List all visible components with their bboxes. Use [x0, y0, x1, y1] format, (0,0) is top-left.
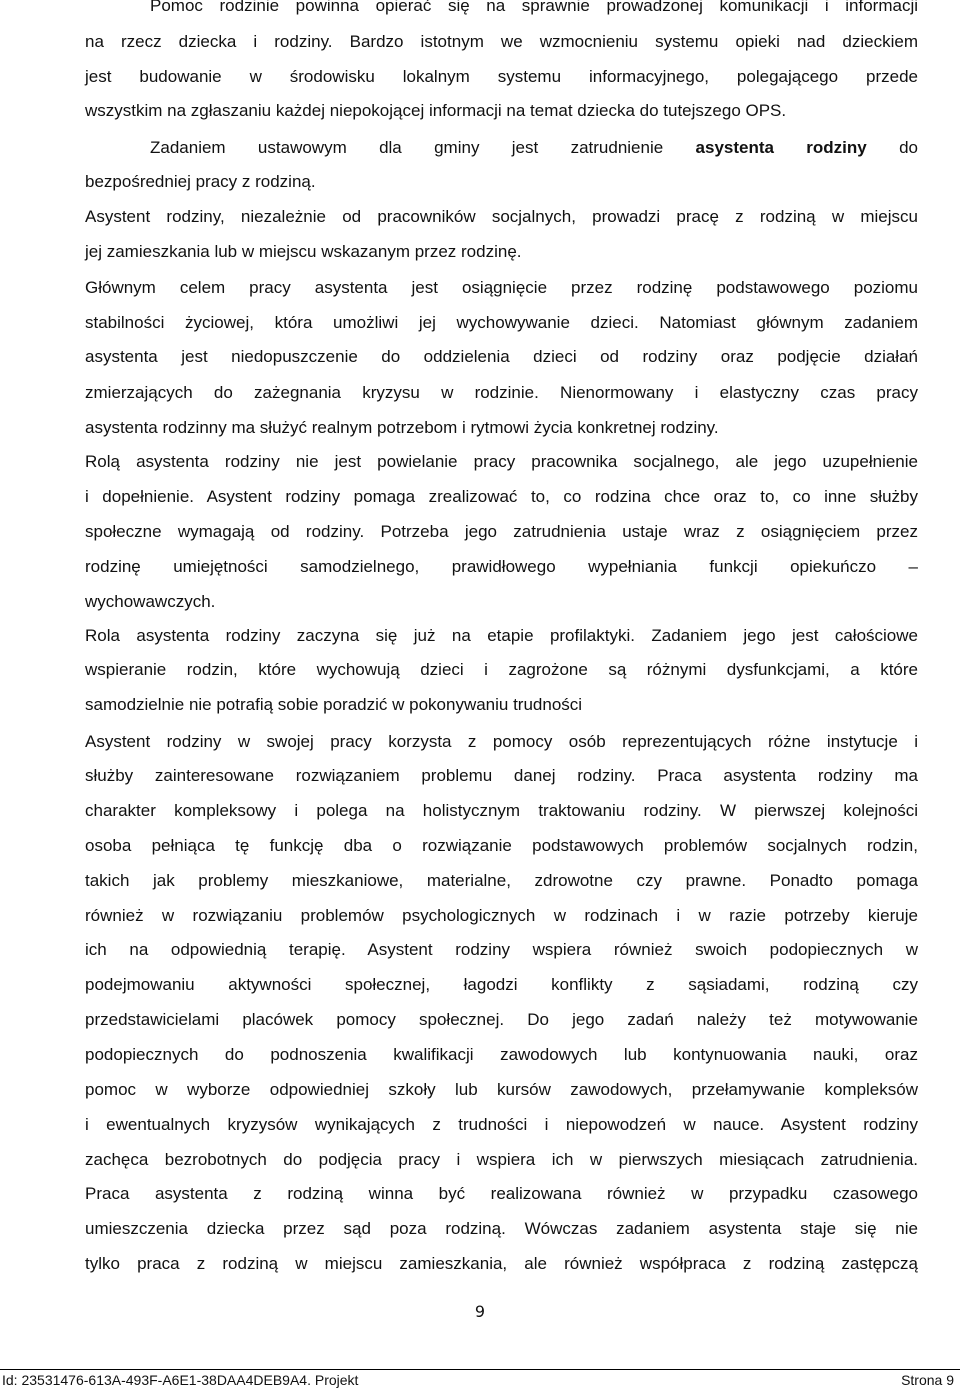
text-segment: do [866, 138, 918, 157]
text-line: służby zainteresowane rozwiązaniem problemu danej rodziny. Praca asystenta rodziny ma [85, 766, 918, 785]
text-segment: Zadaniem ustawowym dla gminy jest zatrudnienie [150, 138, 696, 157]
text-line: również w rozwiązaniu problemów psychologicznych w rodzinach i w razie potrzeby kieruje [85, 906, 918, 925]
footer-page-label: Strona 9 [901, 1372, 954, 1388]
text-line-with-bold [150, 137, 918, 159]
page-number: 9 [474, 1302, 486, 1321]
text-line: asystenta rodzinny ma służyć realnym potrzebom i rytmowi życia konkretnej rodziny. [85, 418, 719, 437]
text-line: podopiecznych do podnoszenia kwalifikacji zawodowych lub kontynuowania nauki, oraz [85, 1045, 918, 1064]
text-line: zachęca bezrobotnych do podjęcia pracy i wspiera ich w pierwszych miesiącach zatrudnienia. [85, 1150, 918, 1169]
text-line: ich na odpowiednią terapię. Asystent rodziny wspiera również swoich podopiecznych w [85, 940, 918, 959]
text-line: charakter kompleksowy i polega na holistycznym traktowaniu rodziny. W pierwszej kolejności [85, 801, 918, 820]
text-line: bezpośredniej pracy z rodziną. [85, 172, 316, 191]
text-line: Rolą asystenta rodziny nie jest powielanie pracy pracownika socjalnego, ale jego uzupełnienie [85, 452, 918, 471]
footer-divider [0, 1369, 960, 1370]
footer-document-id: Id: 23531476-613A-493F-A6E1-38DAA4DEB9A4. Projekt [2, 1372, 359, 1388]
text-line: przedstawicielami placówek pomocy społecznej. Do jego zadań należy też motywowanie [85, 1010, 918, 1029]
text-line: Praca asystenta z rodziną winna być realizowana również w przypadku czasowego [85, 1184, 918, 1203]
text-line: pomoc w wyborze odpowiedniej szkoły lub kursów zawodowych, przełamywanie kompleksów [85, 1080, 918, 1099]
text-line: wszystkim na zgłaszaniu każdej niepokojącej informacji na temat dziecka do tutejszego OPS. [85, 101, 787, 120]
text-line: na rzecz dziecka i rodziny. Bardzo istotnym we wzmocnieniu systemu opieki nad dzieckiem [85, 32, 918, 51]
text-line: i dopełnienie. Asystent rodziny pomaga zrealizować to, co rodzina chce oraz to, co inne służby [85, 487, 918, 506]
text-line: podejmowaniu aktywności społecznej, łagodzi konflikty z sąsiadami, rodziną czy [85, 975, 918, 994]
text-line: tylko praca z rodziną w miejscu zamieszkania, ale również współpraca z rodziną zastępczą [85, 1254, 918, 1273]
text-line: wychowawczych. [85, 592, 216, 611]
text-line: i ewentualnych kryzysów wynikających z trudności i niepowodzeń w nauce. Asystent rodziny [85, 1115, 918, 1134]
text-line: Rola asystenta rodziny zaczyna się już na etapie profilaktyki. Zadaniem jego jest całościowe [85, 626, 918, 645]
text-line: umieszczenia dziecka przez sąd poza rodziną. Wówczas zadaniem asystenta staje się nie [85, 1219, 918, 1238]
text-line: samodzielnie nie potrafią sobie poradzić w pokonywaniu trudności [85, 695, 583, 714]
text-line: wspieranie rodzin, które wychowują dzieci i zagrożone są różnymi dysfunkcjami, a które [85, 660, 918, 679]
text-line: takich jak problemy mieszkaniowe, materialne, zdrowotne czy prawne. Ponadto pomaga [85, 871, 918, 890]
text-line: rodzinę umiejętności samodzielnego, prawidłowego wypełniania funkcji opiekuńczo – [85, 557, 918, 576]
text-line: asystenta jest niedopuszczenie do oddzielenia dzieci od rodziny oraz podjęcie działań [85, 347, 918, 366]
text-line: jej zamieszkania lub w miejscu wskazanym przez rodzinę. [85, 242, 522, 261]
text-line: Asystent rodziny w swojej pracy korzysta z pomocy osób reprezentujących różne instytucje i [85, 732, 918, 751]
text-line: Asystent rodziny, niezależnie od pracowników socjalnych, prowadzi pracę z rodziną w miejscu [85, 207, 918, 226]
bold-term: asystenta rodziny [695, 138, 867, 157]
text-line: stabilności życiowej, która umożliwi jej wychowywanie dzieci. Natomiast głównym zadaniem [85, 313, 918, 332]
text-line: społeczne wymagają od rodziny. Potrzeba jego zatrudnienia ustaje wraz z osiągnięciem przez [85, 522, 918, 541]
text-line: Pomoc rodzinie powinna opierać się na sprawnie prowadzonej komunikacji i informacji [150, 0, 918, 15]
text-line: osoba pełniąca tę funkcję dba o rozwiązanie podstawowych problemów socjalnych rodzin, [85, 836, 918, 855]
text-line: jest budowanie w środowisku lokalnym systemu informacyjnego, polegającego przede [85, 67, 918, 86]
text-line: Głównym celem pracy asystenta jest osiągnięcie przez rodzinę podstawowego poziomu [85, 278, 918, 297]
text-line: zmierzających do zażegnania kryzysu w rodzinie. Nienormowany i elastyczny czas pracy [85, 383, 918, 402]
